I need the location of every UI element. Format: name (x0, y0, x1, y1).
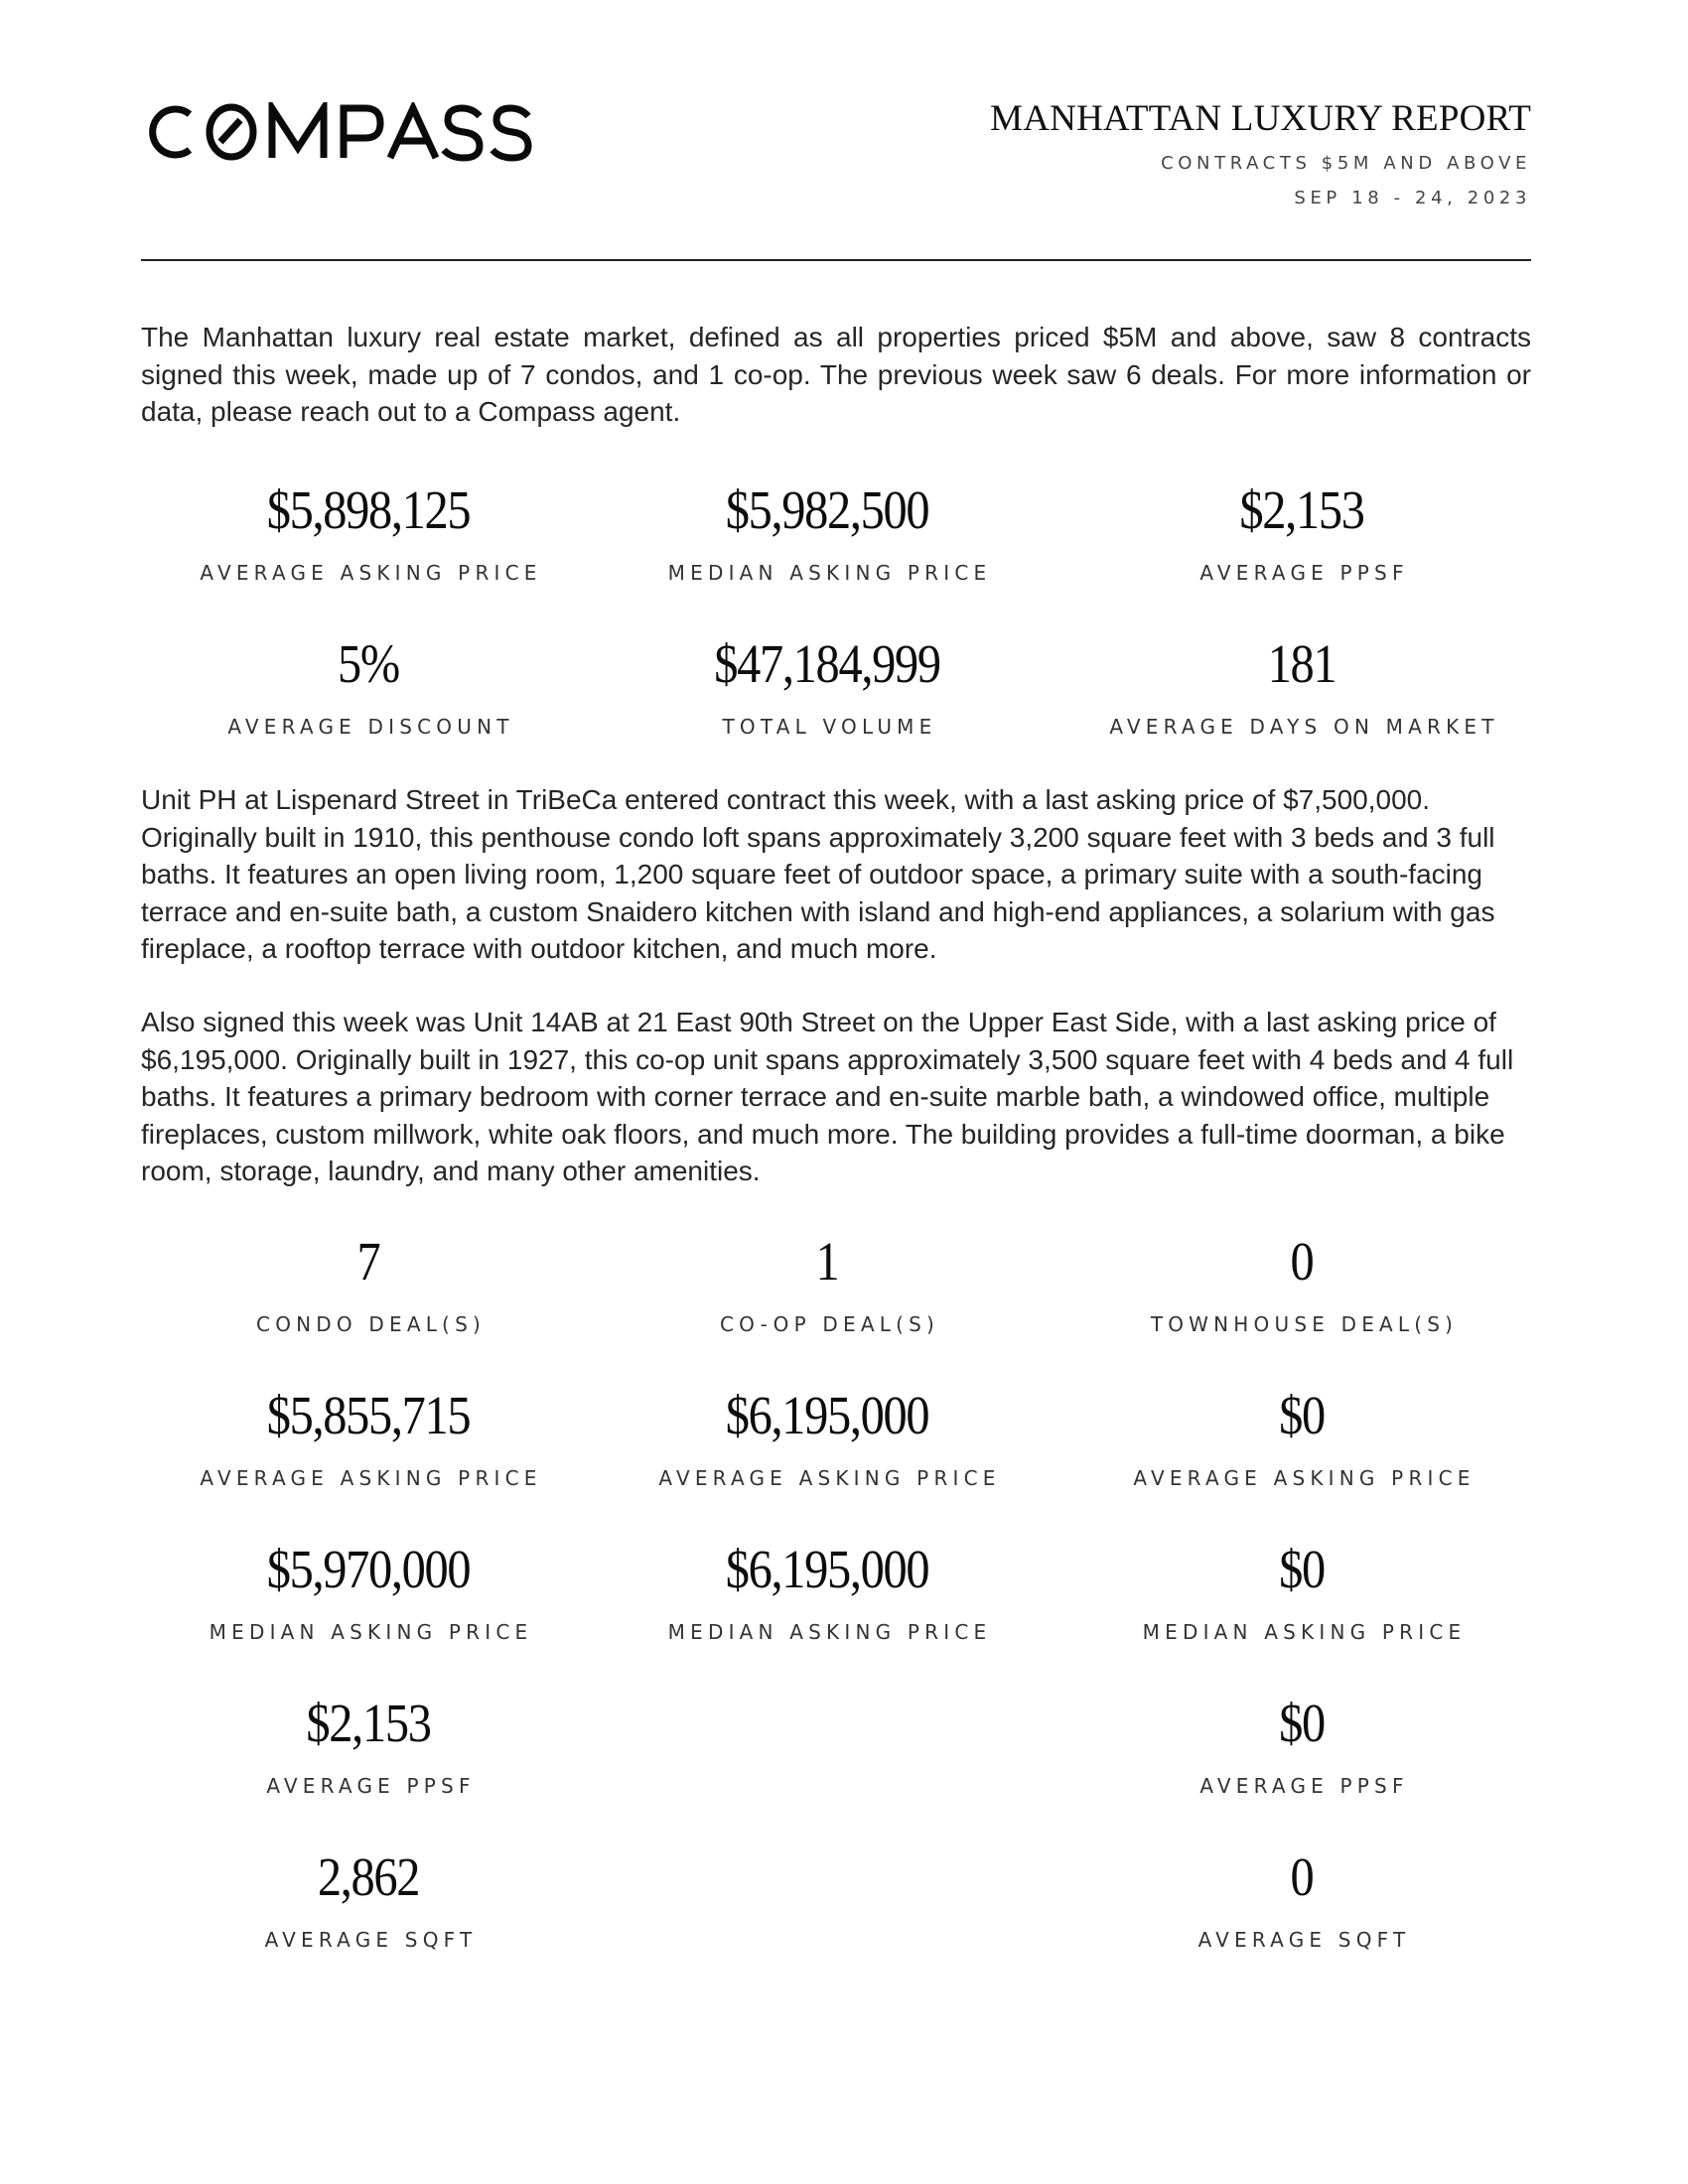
stat-value: 0 (1290, 1846, 1314, 1907)
stat-value: $6,195,000 (725, 1539, 929, 1599)
stat-average-days-on-market (1044, 634, 1560, 739)
stat-label: MEDIAN ASKING PRICE (667, 1620, 992, 1644)
stat-average-ppsf (1044, 480, 1560, 585)
stat-label: TOWNHOUSE DEAL(S) (1150, 1312, 1459, 1336)
stat-label: MEDIAN ASKING PRICE (667, 561, 992, 585)
condo-average-sqft (110, 1847, 627, 1952)
stat-value: $0 (1279, 1539, 1325, 1599)
stat-label: TOTAL VOLUME (722, 715, 937, 739)
highlight-paragraph-2: Also signed this week was Unit 14AB at 21 East 90th Street on the Upper East Side, with a last asking price of $6,195,000. Originally built in 1927, this co-op unit spans approximately 3,500 square feet with 4 beds and 4 full baths. It features a primary bedroom with corner terrace and en-suite marble bath, a windowed office, multiple fireplaces, custom millwork, white oak floors, and much more. The building provides a full-time doorman, a bike room, storage, laundry, and many other amenities. (141, 1007, 1514, 1186)
report-title: MANHATTAN LUXURY REPORT (990, 98, 1531, 139)
stat-average-discount (110, 634, 627, 739)
coop-median-asking-price (569, 1540, 1085, 1644)
stat-label: AVERAGE ASKING PRICE (1133, 1466, 1476, 1490)
condo-deals (110, 1232, 627, 1336)
stat-value: $2,153 (306, 1693, 431, 1753)
stat-total-volume (569, 634, 1085, 739)
stat-value: $5,898,125 (266, 479, 471, 540)
stat-value: $5,970,000 (266, 1539, 471, 1599)
report-date-range: SEP 18 - 24, 2023 (1294, 188, 1531, 208)
report-subtitle: CONTRACTS $5M AND ABOVE (1161, 153, 1531, 174)
stat-label: CO-OP DEAL(S) (720, 1312, 939, 1336)
stat-label: AVERAGE ASKING PRICE (658, 1466, 1001, 1490)
stat-label: MEDIAN ASKING PRICE (1142, 1620, 1467, 1644)
stat-value: 0 (1290, 1231, 1314, 1292)
stat-value: 181 (1267, 633, 1336, 694)
stat-label: AVERAGE SQFT (1197, 1928, 1411, 1952)
stat-median-asking-price (569, 480, 1085, 585)
townhouse-deals (1044, 1232, 1560, 1336)
stat-value: $0 (1279, 1385, 1325, 1445)
condo-average-ppsf (110, 1694, 627, 1798)
stat-label: AVERAGE ASKING PRICE (200, 1466, 542, 1490)
stat-value: 7 (356, 1231, 380, 1292)
header-divider (141, 259, 1531, 261)
stat-value: $47,184,999 (714, 633, 940, 694)
stat-label: AVERAGE DAYS ON MARKET (1109, 715, 1499, 739)
stat-label: AVERAGE PPSF (266, 1774, 476, 1798)
stat-value: 1 (815, 1231, 839, 1292)
condo-average-asking-price (110, 1386, 627, 1490)
stat-value: $6,195,000 (725, 1385, 929, 1445)
townhouse-average-asking-price (1044, 1386, 1560, 1490)
stat-label: AVERAGE PPSF (1199, 561, 1409, 585)
compass-logo (142, 97, 561, 167)
stat-value: $5,855,715 (266, 1385, 471, 1445)
compass-wordmark-icon (142, 102, 561, 162)
stat-value: $0 (1279, 1693, 1325, 1753)
stat-label: CONDO DEAL(S) (256, 1312, 486, 1336)
intro-paragraph: The Manhattan luxury real estate market, defined as all properties priced $5M and above, saw 8 contracts signed this week, made up of 7 condos, and 1 co-op. The previous week saw 6 deals. For more information or data, please reach out to a Compass agent. (141, 322, 1531, 427)
stat-label: AVERAGE PPSF (1199, 1774, 1409, 1798)
townhouse-median-asking-price (1044, 1540, 1560, 1644)
stat-value: $2,153 (1239, 479, 1364, 540)
townhouse-average-sqft (1044, 1847, 1560, 1952)
stat-label: MEDIAN ASKING PRICE (209, 1620, 533, 1644)
stat-value: 2,862 (317, 1846, 420, 1907)
highlight-paragraph-1: Unit PH at Lispenard Street in TriBeCa entered contract this week, with a last asking price of $7,500,000. Originally built in 1910, this penthouse condo loft spans approximately 3,200 square feet with 3 beds and 3 full baths. It features an open living room, 1,200 square feet of outdoor space, a primary suite with a south-facing terrace and en-suite bath, a custom Snaidero kitchen with island and high-end appliances, a solarium with gas fireplace, a rooftop terrace with outdoor kitchen, and much more. (141, 784, 1495, 964)
coop-deals (569, 1232, 1085, 1336)
stat-value: $5,982,500 (725, 479, 929, 540)
stat-value: 5% (338, 633, 399, 694)
stat-label: AVERAGE ASKING PRICE (200, 561, 542, 585)
stat-label: AVERAGE DISCOUNT (227, 715, 514, 739)
stat-average-asking-price (110, 480, 627, 585)
stat-label: AVERAGE SQFT (264, 1928, 478, 1952)
condo-median-asking-price (110, 1540, 627, 1644)
townhouse-average-ppsf (1044, 1694, 1560, 1798)
coop-average-asking-price (569, 1386, 1085, 1490)
